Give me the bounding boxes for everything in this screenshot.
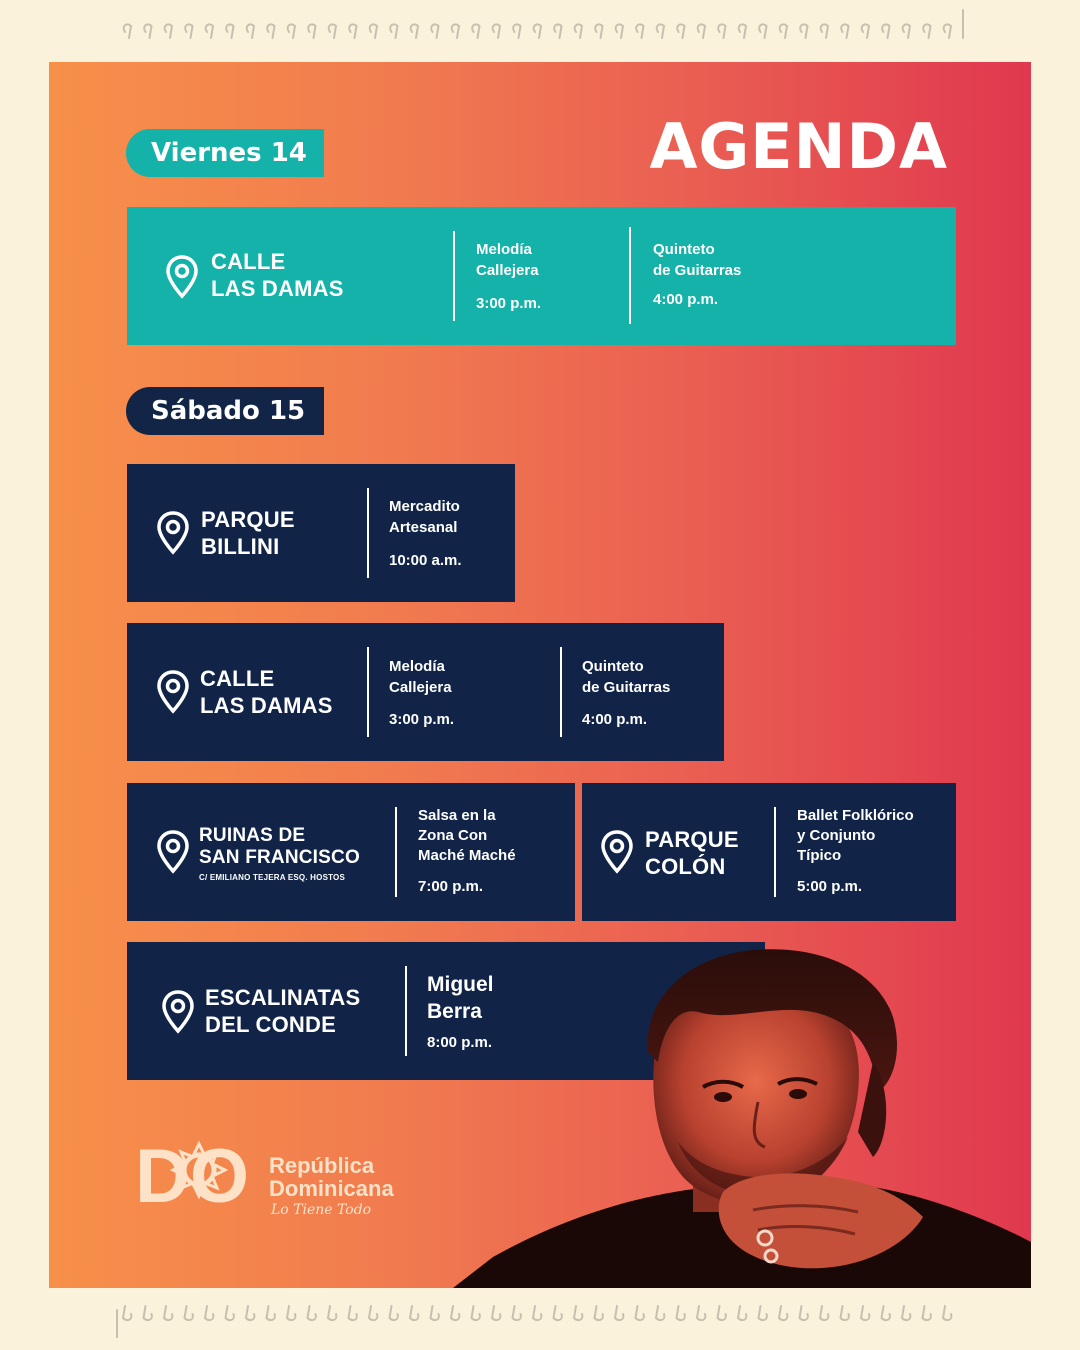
venue-card-calle-las-damas-viernes: [127, 207, 956, 345]
logo-mark: DO: [135, 1134, 249, 1219]
event-name: Melodía Callejera: [389, 658, 452, 696]
divider: [629, 227, 631, 324]
event-time: 4:00 p.m.: [582, 711, 648, 728]
venue-name: ESCALINATAS DEL CONDE: [205, 985, 361, 1037]
location-pin-icon: [165, 254, 199, 300]
event-time: 3:00 p.m.: [389, 711, 455, 728]
artist-photo: [453, 942, 1031, 1288]
event-name: Ballet Folklórico y Conjunto Típico: [797, 807, 914, 864]
page-title: AGENDA: [649, 110, 948, 183]
location-pin-icon: [161, 989, 195, 1035]
venue-card-ruinas-de-san-francisco: [127, 783, 575, 921]
location-pin-icon: [600, 829, 634, 875]
divider: [405, 966, 407, 1056]
location-pin-icon: [156, 829, 190, 875]
logo-tagline: Lo Tiene Todo: [271, 1202, 372, 1218]
event-name: Salsa en la Zona Con Maché Maché: [418, 807, 516, 864]
venue-name: CALLE LAS DAMAS: [211, 249, 344, 301]
divider: [560, 647, 562, 737]
decorative-border-bottom: [115, 1298, 965, 1338]
event-time: 3:00 p.m.: [476, 295, 542, 312]
divider: [774, 807, 776, 897]
day-label-sabado: Sábado 15: [126, 387, 324, 435]
event-time: 5:00 p.m.: [797, 878, 863, 895]
decorative-border-top: [115, 8, 965, 48]
divider: [453, 231, 455, 321]
event-name: Miguel Berra: [427, 973, 494, 1023]
venue-card-parque-billini: [127, 464, 515, 602]
event-time: 10:00 a.m.: [389, 552, 462, 569]
venue-name: PARQUE COLÓN: [645, 827, 739, 879]
event-name: Quinteto de Guitarras: [582, 658, 671, 696]
location-pin-icon: [156, 510, 190, 556]
venue-card-parque-colon: [582, 783, 956, 921]
venue-card-calle-las-damas-sabado: [127, 623, 724, 761]
event-time: 4:00 p.m.: [653, 291, 719, 308]
location-pin-icon: [156, 669, 190, 715]
divider: [367, 488, 369, 578]
agenda-poster: [49, 62, 1031, 1288]
event-time: 8:00 p.m.: [427, 1034, 493, 1051]
logo-wordmark: República Dominicana: [269, 1153, 394, 1201]
day-label-viernes: Viernes 14: [126, 129, 324, 177]
event-time: 7:00 p.m.: [418, 878, 484, 895]
event-name: Melodía Callejera: [476, 241, 539, 279]
venue-name: PARQUE BILLINI: [201, 507, 295, 559]
divider: [395, 807, 397, 897]
venue-name: RUINAS DE SAN FRANCISCO C/ EMILIANO TEJERA ESQ. HOSTOS: [199, 825, 360, 882]
event-name: Quinteto de Guitarras: [653, 241, 742, 279]
venue-address: C/ EMILIANO TEJERA ESQ. HOSTOS: [199, 873, 346, 882]
event-name: Mercadito Artesanal: [389, 498, 460, 536]
divider: [367, 647, 369, 737]
venue-name: CALLE LAS DAMAS: [200, 666, 333, 718]
